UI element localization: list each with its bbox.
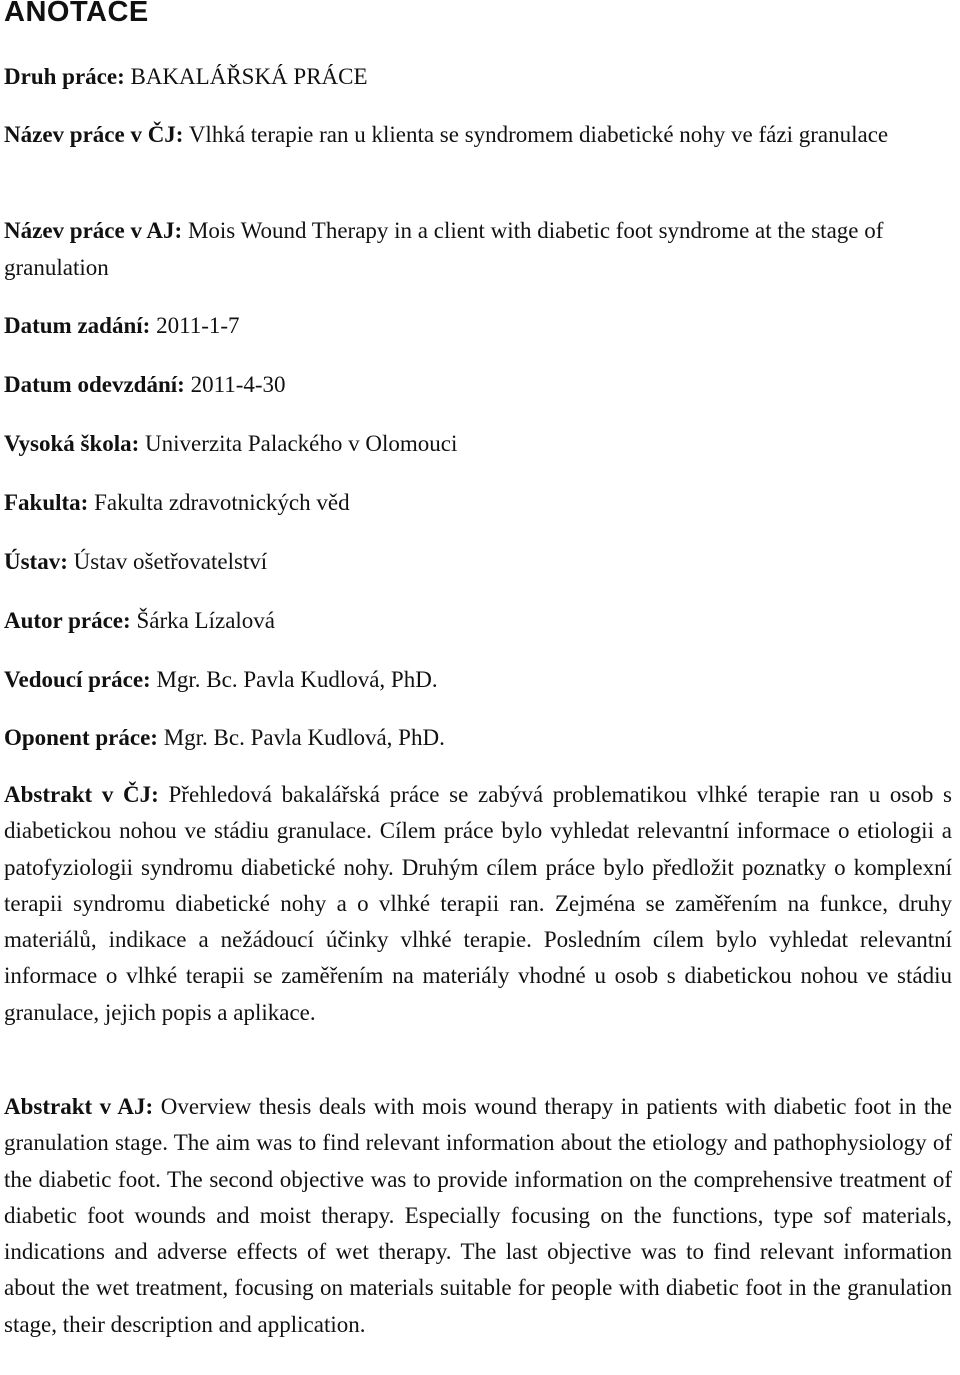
field-label: Fakulta: xyxy=(4,490,89,515)
abstract-aj xyxy=(4,1089,952,1343)
abstract-label: Abstrakt v AJ: xyxy=(4,1094,154,1119)
field-ustav xyxy=(4,543,952,580)
field-druh xyxy=(4,58,952,95)
field-label: Datum zadání: xyxy=(4,313,151,338)
field-value: Mgr. Bc. Pavla Kudlová, PhD. xyxy=(163,725,445,750)
field-value: Mois Wound Therapy in a client with diabetic foot syndrome at the stage of granulation xyxy=(4,218,884,280)
field-value: BAKALÁŘSKÁ PRÁCE xyxy=(130,64,368,89)
abstract-cj xyxy=(4,777,952,1031)
field-value: Šárka Lízalová xyxy=(136,608,276,633)
field-datum-zadani xyxy=(4,307,952,344)
field-value: Mgr. Bc. Pavla Kudlová, PhD. xyxy=(156,667,438,692)
field-value: 2011-4-30 xyxy=(190,372,286,397)
abstract-text: Overview thesis deals with mois wound therapy in patients with diabetic foot in the granulation stage. The aim was to find relevant information about the etiology and pathophysiology of the diabetic foot. The second objective was to provide information on the comprehensive treatment of diabetic foot wounds and moist therapy. Especially focusing on the functions, type sof materials, indications and adverse effects of wet therapy. The last objective was to find relevant information about the wet treatment, focusing on materials suitable for people with diabetic foot in the granulation stage, their description and application. xyxy=(4,1094,953,1337)
field-label: Název práce v ČJ: xyxy=(4,122,184,147)
field-fakulta xyxy=(4,484,952,521)
field-label: Datum odevzdání: xyxy=(4,372,185,397)
field-value: Vlhká terapie ran u klienta se syndromem diabetické nohy ve fázi granulace xyxy=(188,122,889,147)
field-nazev-cj xyxy=(4,116,952,153)
field-label: Autor práce: xyxy=(4,608,131,633)
field-value: Fakulta zdravotnických věd xyxy=(94,490,350,515)
field-label: Název práce v AJ: xyxy=(4,218,183,243)
field-vedouci xyxy=(4,661,952,698)
field-value: Ústav ošetřovatelství xyxy=(73,549,268,574)
page-heading: ANOTACE xyxy=(4,0,149,28)
field-autor xyxy=(4,602,952,639)
field-label: Vedoucí práce: xyxy=(4,667,151,692)
field-oponent xyxy=(4,719,952,756)
abstract-label: Abstrakt v ČJ: xyxy=(4,782,159,807)
field-vysoka-skola xyxy=(4,425,952,462)
field-value: 2011-1-7 xyxy=(156,313,240,338)
field-label: Vysoká škola: xyxy=(4,431,140,456)
field-nazev-aj xyxy=(4,212,952,286)
field-datum-odevzdani xyxy=(4,366,952,403)
abstract-text: Přehledová bakalářská práce se zabývá problematikou vlhké terapie ran u osob s diabetickou nohou ve stádiu granulace. Cílem práce bylo vyhledat relevantní informace o etiologii a patofyziologii syndromu diabetické nohy. Druhým cílem práce bylo předložit poznatky o komplexní terapii syndromu diabetické nohy a o vlhké terapii ran. Zejména se zaměřením na funkce, druhy materiálů, indikace a nežádoucí účinky vlhké terapie. Posledním cílem bylo vyhledat relevantní informace o vlhké terapii se zaměřením na materiály vhodné u osob s diabetickou nohou ve stádiu granulace, jejich popis a aplikace. xyxy=(4,782,952,1025)
field-label: Druh práce: xyxy=(4,64,125,89)
field-value: Univerzita Palackého v Olomouci xyxy=(145,431,458,456)
field-label: Oponent práce: xyxy=(4,725,158,750)
field-label: Ústav: xyxy=(4,549,68,574)
